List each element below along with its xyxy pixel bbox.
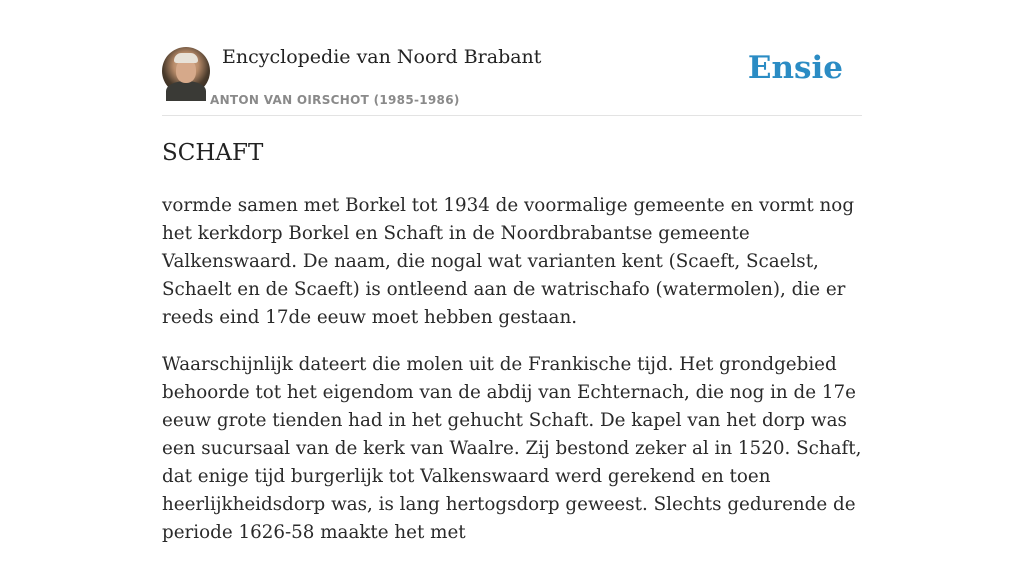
paragraph: vormde samen met Borkel tot 1934 de voormalige gemeente en vormt nog het kerkdorp Borkel en Schaft in de Noordbrabantse gemeente Valkenswaard. De naam, die nogal wat varianten kent (Scaeft, Scaelst, Schaelt en de Scaeft) is ontleend aan de watrischafo (watermolen), die er reeds eind 17de eeuw moet hebben gestaan.	[162, 195, 855, 328]
avatar-shoulders	[166, 81, 206, 101]
page-title: SCHAFT	[162, 140, 264, 166]
avatar-hair	[174, 53, 198, 63]
paragraph: Waarschijnlijk dateert die molen uit de Frankische tijd. Het grondgebied behoorde tot het eigendom van de abdij van Echternach, die nog in de 17e eeuw grote tienden had in het gehucht Schaft. De kapel van het dorp was een sucursaal van de kerk van Waalre. Zij bestond zeker al in 1520. Schaft, dat enige tijd burgerlijk tot Valkenswaard werd gerekend en toen heerlijkheidsdorp was, is lang hertogsdorp geweest. Slechts gedurende de periode 1626-58 maakte het met	[162, 354, 862, 543]
article-body	[162, 192, 864, 566]
author-avatar[interactable]	[162, 47, 210, 95]
author-name[interactable]: ANTON VAN OIRSCHOT (1985-1986)	[210, 93, 460, 107]
brand-logo[interactable]: Ensie	[747, 50, 843, 86]
site-title[interactable]: Encyclopedie van Noord Brabant	[222, 46, 542, 68]
header	[162, 46, 862, 116]
